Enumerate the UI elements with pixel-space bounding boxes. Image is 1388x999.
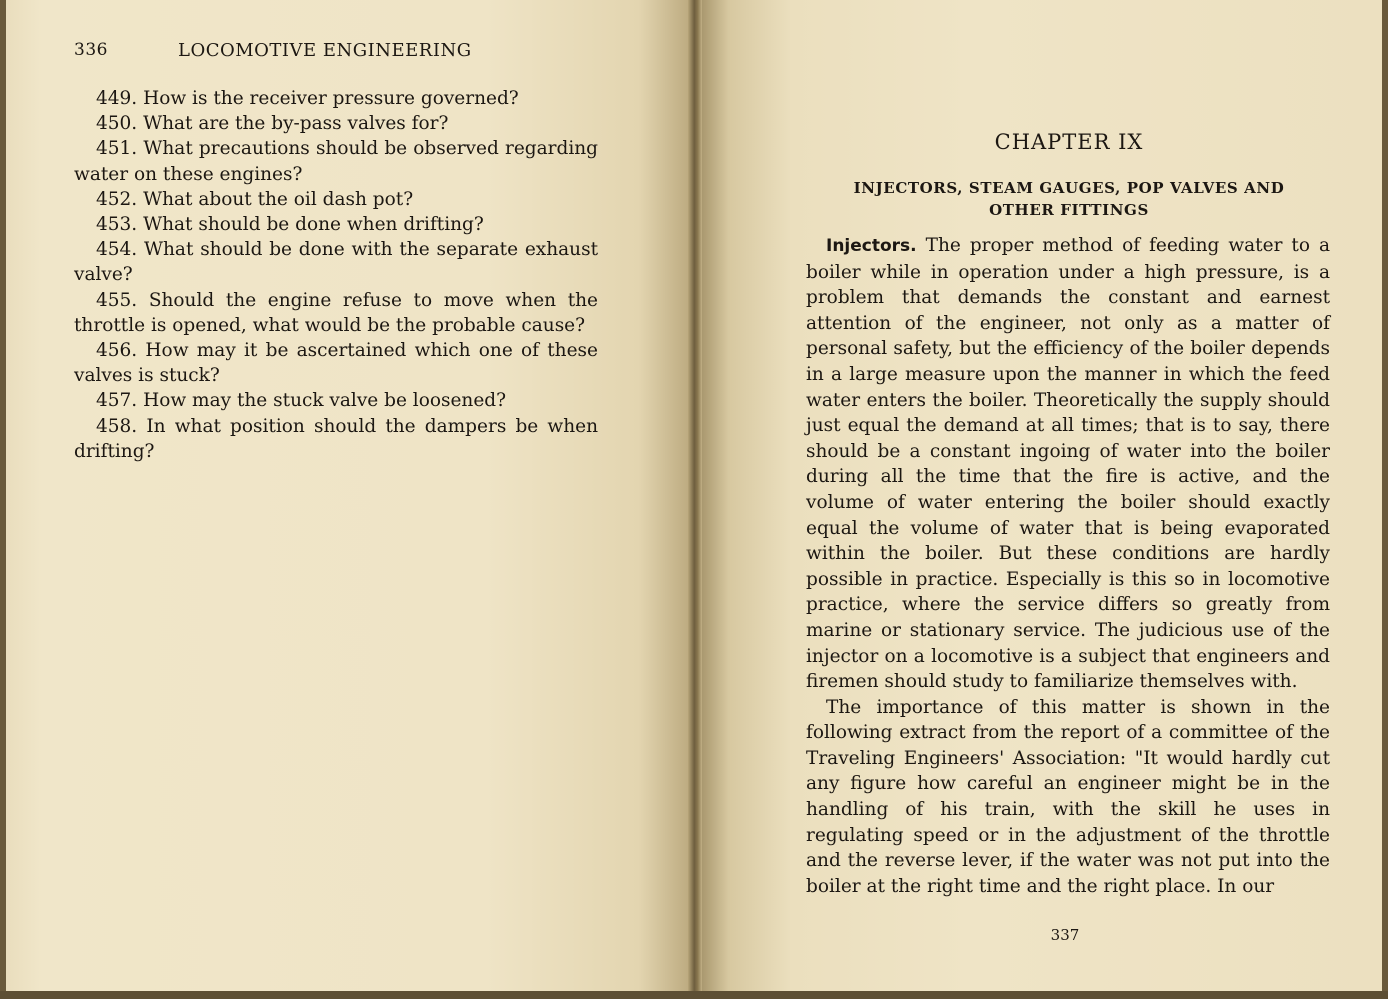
- question-item: 458. In what position should the dampers be when drifting?: [74, 415, 598, 462]
- chapter-subtitle: [806, 177, 1332, 221]
- question-item: 451. What precautions should be observed regarding water on these engines?: [74, 138, 598, 185]
- question-item: 453. What should be done when drifting?: [96, 214, 484, 236]
- question-item: 457. How may the stuck valve be loosened?: [96, 390, 507, 412]
- paragraph-importance: The importance of this matter is shown in the following extract from the report of a committee of the Traveling Engineers' Association: "It would hardly cut any figure how careful an engineer might be in the handling of his train, with the skill he uses in regulating speed or in the adjustment of the throttle and the reverse lever, if the water was not put into the boiler at the right time and the right place. In our: [806, 696, 1330, 897]
- chapter-title: CHAPTER IX: [994, 130, 1144, 154]
- chapter-subtitle-line: OTHER FITTINGS: [989, 201, 1149, 219]
- chapter-subtitle-line: INJECTORS, STEAM GAUGES, POP VALVES AND: [853, 179, 1285, 197]
- left-page-number: 336: [74, 40, 108, 60]
- question-item: 449. How is the receiver pressure governed?: [96, 88, 519, 109]
- running-head-title: LOCOMOTIVE ENGINEERING: [178, 40, 472, 61]
- question-item: 455. Should the engine refuse to move when the throttle is opened, what would be the probable cause?: [74, 289, 598, 336]
- book-gutter: [688, 0, 702, 999]
- question-item: 454. What should be done with the separate exhaust valve?: [74, 239, 598, 286]
- paragraph-injectors: [806, 233, 1330, 695]
- page-edge-right: [1382, 0, 1388, 999]
- chapter-body: [806, 233, 1330, 899]
- question-item: 452. What about the oil dash pot?: [96, 188, 414, 210]
- paragraph-text: The proper method of feeding water to a boiler while in operation under a high pressure, is a problem that demands the constant and earnest attention of the engineer, not only as a matter of personal safety, but the efficiency of the boiler depends in a large measure upon the manner in which the feed water enters the boiler. Theoretically the supply should just equal the demand at all times; that is to say, there should be a constant ingoing of water into the boiler during all the time that the fire is active, and the volume of water entering the boiler should exactly equal the volume of water that is being evaporated within the boiler. But these conditions are hardly possible in practice. Especially is this so in locomotive practice, where the service differs so greatly from marine or stationary service. The judicious use of the injector on a locomotive is a subject that engineers and firemen should study to familiarize themselves with.: [806, 235, 1330, 693]
- question-list: [74, 86, 598, 464]
- paragraph-lead: Injectors.: [826, 236, 917, 256]
- page-edge-bottom: [0, 991, 1388, 999]
- question-item: 450. What are the by-pass valves for?: [96, 113, 449, 135]
- question-item: 456. How may it be ascertained which one of these valves is stuck?: [74, 340, 598, 387]
- page-edge-left: [0, 0, 6, 999]
- right-page-number: 337: [1050, 926, 1080, 944]
